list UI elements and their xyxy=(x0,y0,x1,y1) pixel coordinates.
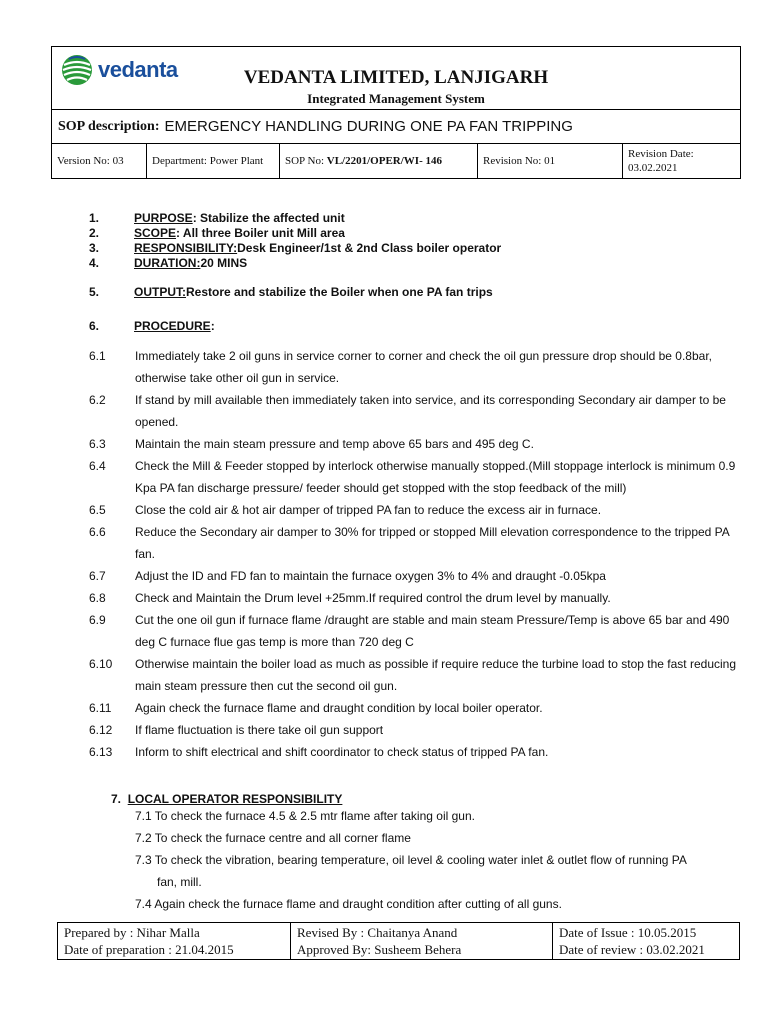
procedure-step: 6.4 Check the Mill & Feeder stopped by interlock otherwise manually stopped.(Mill stoppage interlock is minimum 0.9 Kpa PA fan discharge pressure/ feeder should get stopped with the stop feedback of the mill) xyxy=(89,459,736,495)
summary-item-output: 5. OUTPUT: Restore and stabilize the Boiler when one PA fan trips xyxy=(89,284,493,299)
dates-cell xyxy=(553,923,739,959)
local-item: 7.1 To check the furnace 4.5 & 2.5 mtr flame after taking oil gun. xyxy=(135,809,475,823)
sop-number-label: SOP No: xyxy=(285,155,325,167)
procedure-step: 6.9 Cut the one oil gun if furnace flame /draught are stable and main steam Pressure/Temp is above 65 bar and 490 deg C furnace flue gas temp is more than 720 deg C xyxy=(89,613,730,649)
local-operator-list xyxy=(135,805,735,915)
date-of-review: Date of review : 03.02.2021 xyxy=(559,942,705,957)
approved-by: Approved By: Susheem Behera xyxy=(297,942,462,957)
department-cell: Department: Power Plant xyxy=(147,144,280,178)
prepared-cell xyxy=(58,923,291,959)
summary-item-procedure: 6. PROCEDURE : xyxy=(89,318,215,333)
header-top xyxy=(52,47,740,110)
summary-item-responsibility: 3. RESPONSIBILITY: Desk Engineer/1st & 2nd Class boiler operator xyxy=(89,240,502,255)
procedure-step: 6.5 Close the cold air & hot air damper of tripped PA fan to reduce the excess air in furnace. xyxy=(89,503,602,517)
revision-date-cell: Revision Date: 03.02.2021 xyxy=(628,148,694,174)
sop-summary-list xyxy=(89,210,501,333)
document-header xyxy=(51,46,741,179)
summary-item-purpose: 1. PURPOSE : Stabilize the affected unit xyxy=(89,210,345,225)
date-of-issue: Date of Issue : 10.05.2015 xyxy=(559,925,697,940)
local-operator-heading: 7. LOCAL OPERATOR RESPONSIBILITY xyxy=(111,792,343,806)
revised-by: Revised By : Chaitanya Anand xyxy=(297,925,458,940)
local-item-continuation: fan, mill. xyxy=(157,875,202,889)
procedure-step: 6.3 Maintain the main steam pressure and temp above 65 bars and 495 deg C. xyxy=(89,437,534,451)
version-cell: Version No: 03 xyxy=(52,144,147,178)
approval-footer xyxy=(57,922,740,960)
procedure-steps xyxy=(89,345,739,763)
sop-number-cell xyxy=(280,144,478,178)
procedure-step: 6.8 Check and Maintain the Drum level +25mm.If required control the drum level by manually. xyxy=(89,591,611,605)
summary-item-scope: 2. SCOPE : All three Boiler unit Mill area xyxy=(89,225,345,240)
local-item: 7.3 To check the vibration, bearing temperature, oil level & cooling water inlet & outlet flow of running PA xyxy=(135,853,687,867)
procedure-step: 6.12 If flame fluctuation is there take oil gun support xyxy=(89,723,384,737)
company-name: VEDANTA LIMITED, LANJIGARH xyxy=(243,67,549,88)
procedure-step: 6.10 Otherwise maintain the boiler load as much as possible if require reduce the turbine load to stop the fast reducing main steam pressure then cut the second oil gun. xyxy=(89,657,737,693)
revision-number-cell: Revision No: 01 xyxy=(478,144,623,178)
procedure-step: 6.6 Reduce the Secondary air damper to 30% for tripped or stopped Mill elevation correspondence to the tripped PA fan. xyxy=(89,525,730,561)
sop-title: EMERGENCY HANDLING DURING ONE PA FAN TRIPPING xyxy=(164,118,573,135)
procedure-step: 6.1 Immediately take 2 oil guns in service corner to corner and check the oil gun pressure drop should be 0.8bar, otherwise take other oil gun in service. xyxy=(89,349,712,385)
sop-description-label: SOP description: xyxy=(58,118,160,134)
sop-number: VL/2201/OPER/WI- 146 xyxy=(326,155,442,167)
procedure-step: 6.11 Again check the furnace flame and draught condition by local boiler operator. xyxy=(89,701,543,715)
procedure-step: 6.2 If stand by mill available then immediately taken into service, and its corresponding Secondary air damper to be opened. xyxy=(89,393,726,429)
revised-cell xyxy=(291,923,553,959)
local-item: 7.2 To check the furnace centre and all corner flame xyxy=(135,831,411,845)
logo-text: vedanta xyxy=(98,57,178,82)
local-item: 7.4 Again check the furnace flame and draught condition after cutting of all guns. xyxy=(135,897,562,911)
prepared-by: Prepared by : Nihar Malla xyxy=(64,925,200,940)
system-name: Integrated Management System xyxy=(307,91,485,106)
procedure-step: 6.13 Inform to shift electrical and shift coordinator to check status of tripped PA fan. xyxy=(89,745,549,759)
date-of-preparation: Date of preparation : 21.04.2015 xyxy=(64,942,234,957)
document-meta-row xyxy=(52,144,740,178)
procedure-step: 6.7 Adjust the ID and FD fan to maintain the furnace oxygen 3% to 4% and draught -0.05kpa xyxy=(89,569,606,583)
summary-item-duration: 4. DURATION: 20 MINS xyxy=(89,255,248,270)
sop-description-row xyxy=(52,110,740,144)
